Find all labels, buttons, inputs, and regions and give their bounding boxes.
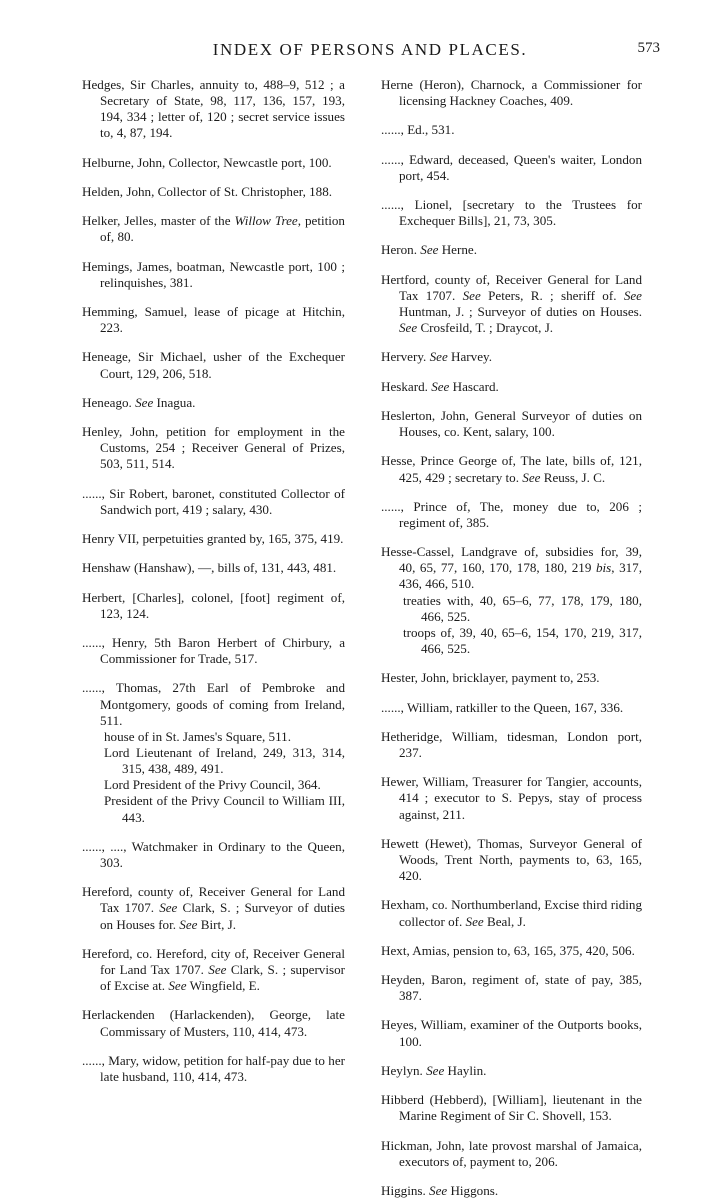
- page-header: [80, 40, 660, 62]
- index-entry: Hester, John, bricklayer, payment to, 253.: [381, 670, 600, 686]
- index-entry: ......, ...., Watchmaker in Ordinary to the Queen, 303.: [82, 838, 345, 871]
- index-entry: Hereford, county of, Receiver General for Land Tax 1707. See Clark, S. ; Surveyor of duties on Houses for. See Birt, J.: [82, 884, 345, 932]
- index-entry: ......, Sir Robert, baronet, constituted Collector of Sandwich port, 419 ; salary, 430.: [82, 485, 345, 517]
- index-entry: Hereford, co. Hereford, city of, Receiver General for Land Tax 1707. See Clark, S. ; supervisor of Excise at. See Wingfield, E.: [82, 945, 345, 994]
- index-subentry: treaties with, 40, 65–6, 77, 178, 179, 180, 466, 525.: [403, 592, 642, 624]
- index-entry: Hervery. See Harvey.: [381, 349, 492, 365]
- index-entry: Hext, Amias, pension to, 63, 165, 375, 420, 506.: [381, 942, 635, 958]
- index-entry: ......, Mary, widow, petition for half-pay due to her late husband, 110, 414, 473.: [82, 1052, 345, 1084]
- index-entry: Henry VII, perpetuities granted by, 165, 375, 419.: [82, 531, 344, 547]
- index-entry: Herbert, [Charles], colonel, [foot] regiment of, 123, 124.: [82, 589, 345, 621]
- index-entry: Henshaw (Hanshaw), —, bills of, 131, 443, 481.: [82, 560, 337, 576]
- index-entry: Hesse-Cassel, Landgrave of, subsidies for, 39, 40, 65, 77, 160, 170, 178, 180, 219 bis, 317, 436, 466, 510.: [381, 544, 642, 592]
- index-entry: Hedges, Sir Charles, annuity to, 488–9, 512 ; a Secretary of State, 98, 117, 136, 157, 193, 194, 334 ; letter of, 120 ; secret service issues to, 4, 87, 194.: [82, 77, 345, 141]
- index-entry: Heylyn. See Haylin.: [381, 1062, 487, 1078]
- running-title: INDEX OF PERSONS AND PLACES.: [212, 40, 528, 59]
- index-subentry: house of in St. James's Square, 511.: [104, 728, 291, 744]
- page-number: 573: [637, 40, 660, 56]
- index-entry: Henley, John, petition for employment in the Customs, 254 ; Receiver General of Prizes, 503, 511, 514.: [82, 424, 345, 472]
- index-subentry: Lord Lieutenant of Ireland, 249, 313, 314, 315, 438, 489, 491.: [104, 745, 345, 777]
- index-subentry: troops of, 39, 40, 65–6, 154, 170, 219, 317, 466, 525.: [403, 624, 642, 657]
- index-entry: ......, Edward, deceased, Queen's waiter, London port, 454.: [381, 151, 642, 183]
- index-entry: Hewett (Hewet), Thomas, Surveyor General of Woods, Trent North, payments to, 63, 165, 420.: [381, 835, 642, 884]
- index-entry: Helker, Jelles, master of the Willow Tree, petition of, 80.: [82, 213, 345, 245]
- index-subentry: Lord President of the Privy Council, 364.: [104, 777, 321, 793]
- index-entry: Hexham, co. Northumberland, Excise third riding collector of. See Beal, J.: [381, 897, 642, 929]
- index-entry: Hetheridge, William, tidesman, London port, 237.: [381, 728, 642, 760]
- index-entry: Heyes, William, examiner of the Outports books, 100.: [381, 1017, 642, 1049]
- index-entry: Helden, John, Collector of St. Christopher, 188.: [82, 183, 333, 199]
- index-entry: Hewer, William, Treasurer for Tangier, accounts, 414 ; executor to S. Pepys, stay of process against, 211.: [381, 774, 642, 822]
- index-entry: Hibberd (Hebberd), [William], lieutenant in the Marine Regiment of Sir C. Shovell, 153.: [381, 1092, 642, 1124]
- index-entry: Hemings, James, boatman, Newcastle port, 100 ; relinquishes, 381.: [82, 258, 345, 290]
- index-entry: Hickman, John, late provost marshal of Jamaica, executors of, payment to, 206.: [381, 1137, 642, 1169]
- index-entry: Hesse, Prince George of, The late, bills of, 121, 425, 429 ; secretary to. See Reuss, J. C.: [381, 453, 642, 485]
- index-entry: Heslerton, John, General Surveyor of duties on Houses, co. Kent, salary, 100.: [381, 407, 642, 440]
- index-entry: Heron. See Herne.: [381, 242, 477, 258]
- index-entry: Heneago. See Inagua.: [82, 394, 196, 410]
- right-column: [381, 77, 642, 1203]
- index-entry: ......, Thomas, 27th Earl of Pembroke and Montgomery, goods of coming from Ireland, 511.: [82, 680, 345, 728]
- index-entry: Higgins. See Higgons.: [381, 1182, 499, 1198]
- index-entry: Herne (Heron), Charnock, a Commissioner for licensing Hackney Coaches, 409.: [381, 77, 642, 109]
- index-entry: Heneage, Sir Michael, usher of the Exchequer Court, 129, 206, 518.: [82, 349, 345, 381]
- index-entry: ......, Ed., 531.: [381, 122, 455, 138]
- index-entry: ......, Prince of, The, money due to, 206 ; regiment of, 385.: [381, 498, 642, 530]
- index-entry: Hertford, county of, Receiver General for Land Tax 1707. See Peters, R. ; sheriff of. See Huntman, J. ; Surveyor of duties on Houses. See Crosfeild, T. ; Draycot, J.: [381, 271, 642, 336]
- index-subentry: President of the Privy Council to William III, 443.: [104, 793, 345, 825]
- index-entry: Helburne, John, Collector, Newcastle port, 100.: [82, 154, 332, 170]
- left-column: [82, 77, 345, 1089]
- index-entry: ......, Henry, 5th Baron Herbert of Chirbury, a Commissioner for Trade, 517.: [82, 634, 345, 667]
- index-entry: Herlackenden (Harlackenden), George, late Commissary of Musters, 110, 414, 473.: [82, 1007, 345, 1039]
- index-entry: ......, William, ratkiller to the Queen, 167, 336.: [381, 699, 624, 715]
- index-entry: Heskard. See Hascard.: [381, 378, 499, 394]
- index-entry: Heyden, Baron, regiment of, state of pay, 385, 387.: [381, 972, 642, 1004]
- index-entry: ......, Lionel, [secretary to the Trustees for Exchequer Bills], 21, 73, 305.: [381, 197, 642, 229]
- index-entry: Hemming, Samuel, lease of picage at Hitchin, 223.: [82, 304, 345, 336]
